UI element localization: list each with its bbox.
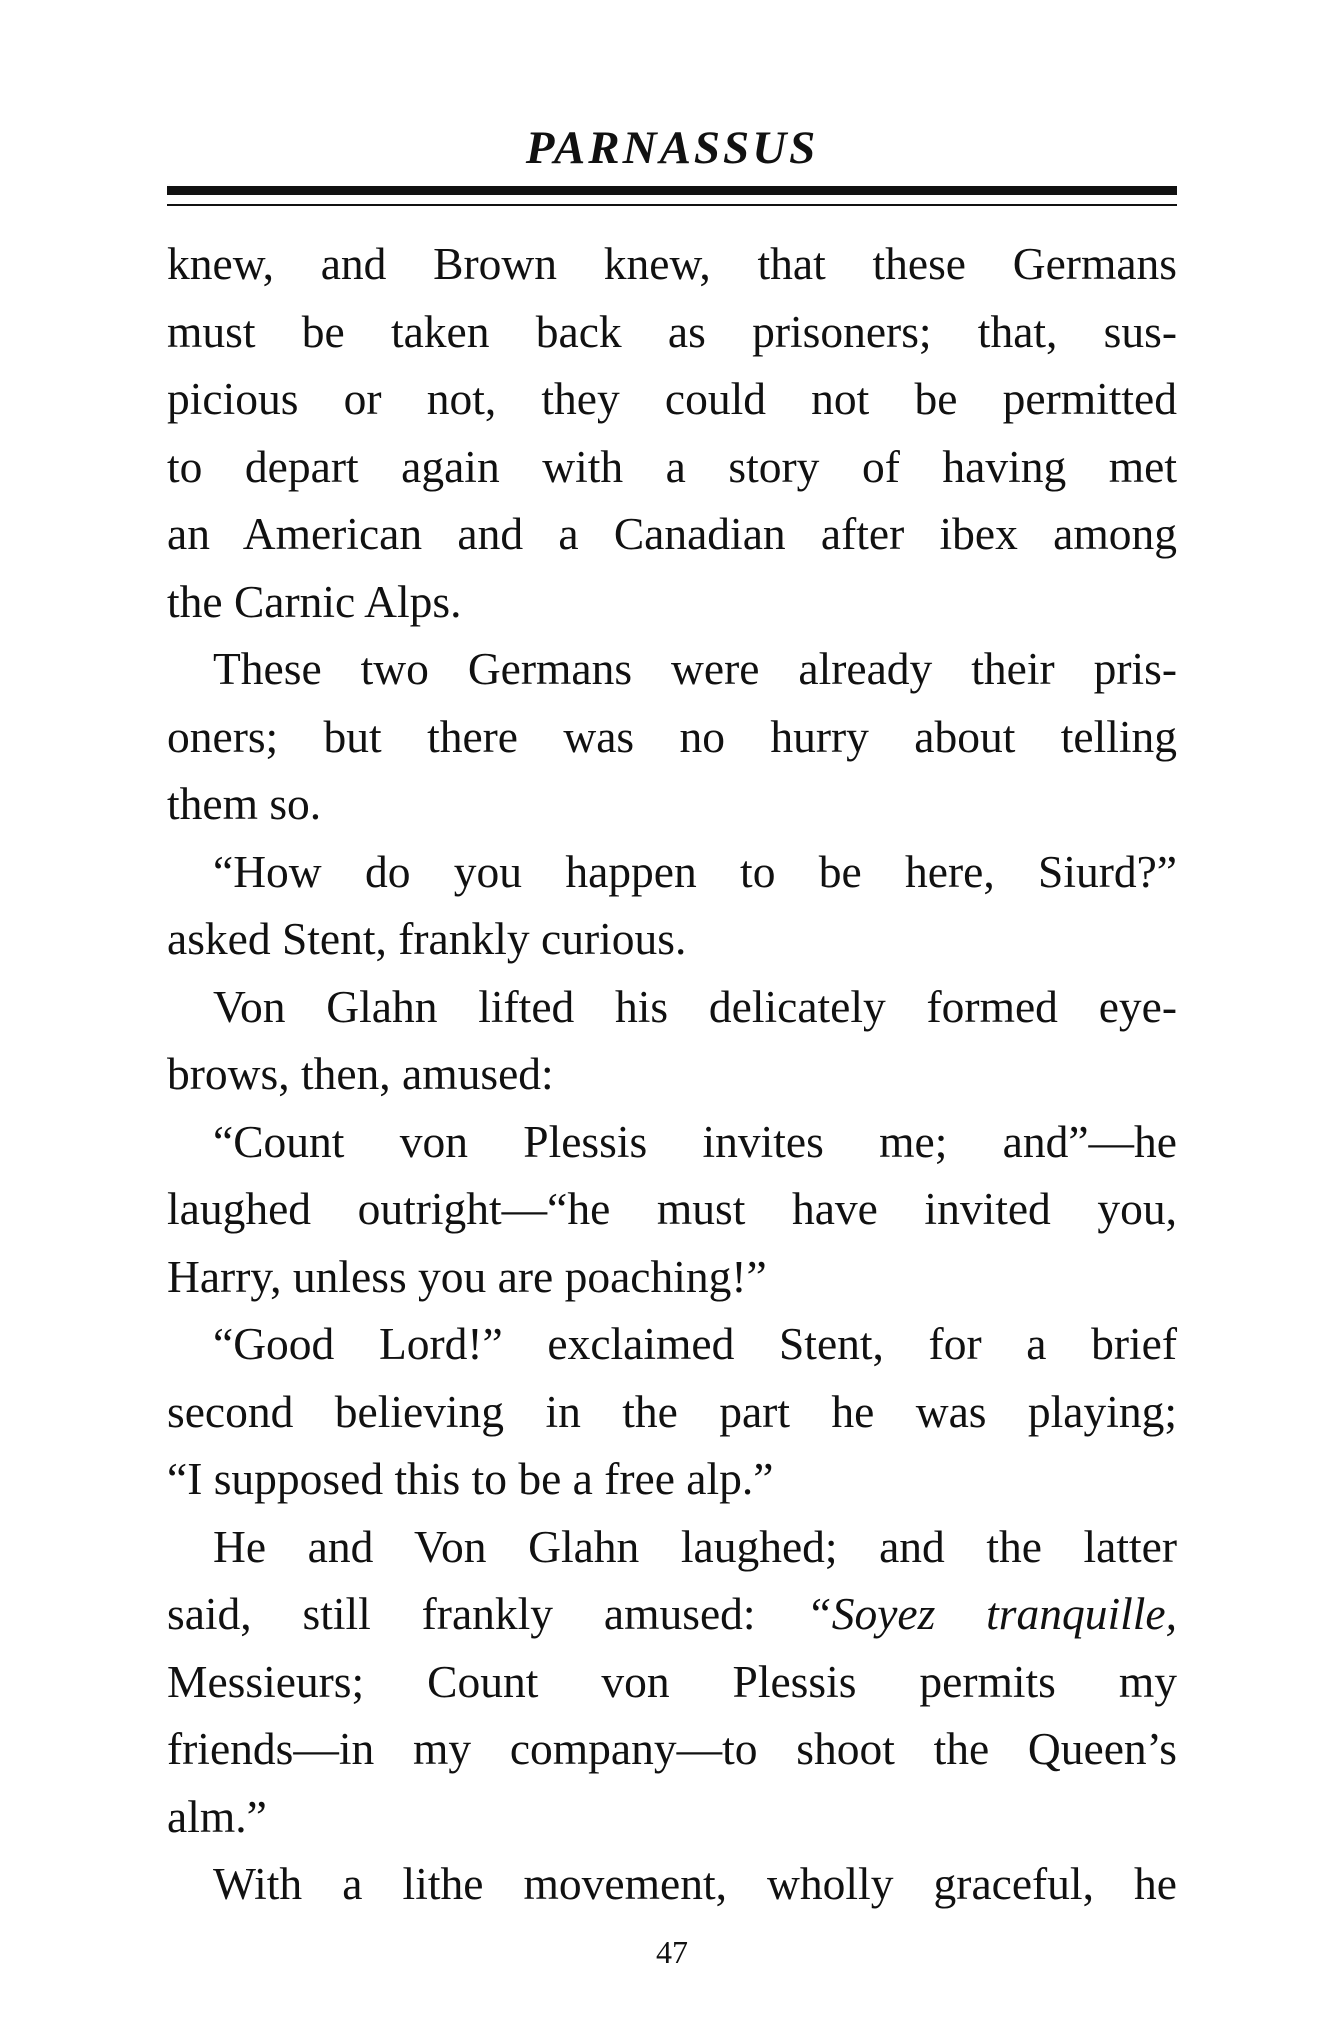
text-line: Von Glahn lifted his delicately formed eye-	[213, 980, 1177, 1032]
text-line: second believing in the part he was playing;	[167, 1385, 1177, 1437]
text-line: “Good Lord!” exclaimed Stent, for a brief	[213, 1318, 1177, 1369]
text-line: “I supposed this to be a free alp.”	[167, 1453, 774, 1504]
text-line: Harry, unless you are poaching!”	[167, 1250, 767, 1302]
text-line-with-italic	[167, 1580, 1177, 1648]
header-rule-thin	[167, 204, 1177, 206]
text-line-lead: said, still frankly amused:	[167, 1588, 807, 1639]
text-line: brows, then, amused:	[167, 1048, 554, 1099]
text-line: must be taken back as prisoners; that, sus-	[167, 305, 1177, 357]
text-line: asked Stent, frankly curious.	[167, 913, 687, 964]
text-line: an American and a Canadian after ibex among	[167, 508, 1177, 559]
text-line: “How do you happen to be here, Siurd?”	[213, 845, 1177, 897]
page-number: 47	[656, 1934, 688, 1970]
body-text	[167, 230, 1177, 1918]
text-line: picious or not, they could not be permitted	[167, 373, 1177, 424]
text-line: laughed outright—“he must have invited you,	[167, 1183, 1177, 1234]
text-line: alm.”	[167, 1790, 267, 1842]
text-line: to depart again with a story of having met	[167, 440, 1177, 492]
text-line: He and Von Glahn laughed; and the latter	[213, 1520, 1177, 1572]
text-line: knew, and Brown knew, that these Germans	[167, 238, 1177, 289]
text-line: Messieurs; Count von Plessis permits my	[167, 1655, 1177, 1707]
text-line: With a lithe movement, wholly graceful, he	[213, 1858, 1177, 1909]
text-line: them so.	[167, 778, 322, 829]
text-line: These two Germans were already their pris-	[213, 643, 1177, 694]
text-line: the Carnic Alps.	[167, 575, 462, 627]
text-line: friends—in my company—to shoot the Queen’s	[167, 1723, 1177, 1774]
italic-phrase: “Soyez tranquille,	[806, 1588, 1177, 1639]
text-line: oners; but there was no hurry about telling	[167, 710, 1177, 762]
running-head: PARNASSUS	[525, 122, 819, 174]
text-line: “Count von Plessis invites me; and”—he	[213, 1115, 1177, 1167]
header-rule-thick	[167, 186, 1177, 195]
